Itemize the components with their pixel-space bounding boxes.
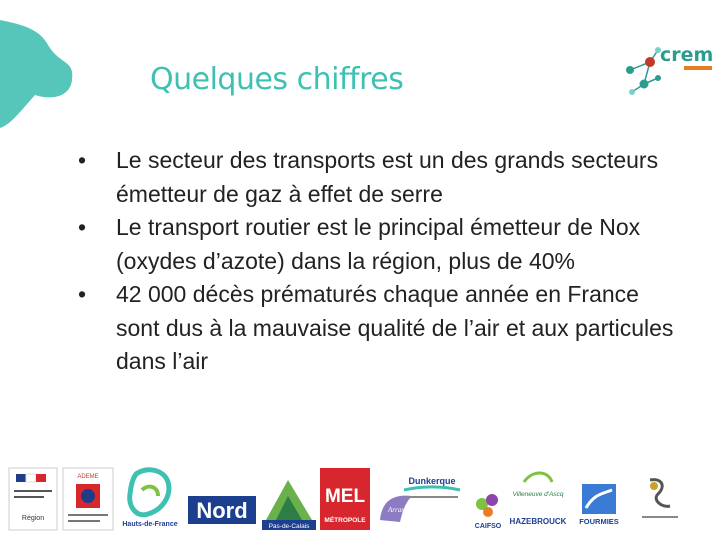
bullet-text: Le transport routier est le principal émetteur de Nox (oxydes d’azote) dans la région, plus de 40% — [116, 214, 641, 274]
partner-logos — [0, 460, 720, 540]
crem-logo-text: crem — [660, 44, 714, 66]
mel-logo — [320, 460, 370, 532]
bullet-text: Le secteur des transports est un des grands secteurs émetteur de gaz à effet de serre — [116, 147, 659, 207]
hauts-de-france-text: Hauts-de-France — [122, 521, 178, 528]
nord-logo — [186, 460, 258, 532]
dunkerque-text: Dunkerque — [408, 476, 456, 486]
fourmies-text: FOURMIES — [579, 517, 619, 526]
dunkerque-logo — [392, 460, 472, 532]
villeneuve-hazebrouck-logo — [506, 460, 570, 532]
villeneuve-text: Villeneuve d'Ascq — [512, 491, 564, 498]
arras-text: Arras — [388, 506, 404, 514]
decorative-shape — [0, 0, 90, 130]
nord-text: Nord — [196, 498, 248, 523]
ademe-text: ADEME — [77, 474, 99, 480]
pas-de-calais-logo — [262, 460, 316, 532]
emblem-logo — [632, 460, 688, 532]
caifso-text: CAIFSO — [474, 523, 502, 530]
slide-title: Quelques chiffres — [150, 62, 404, 97]
hauts-de-france-logo — [118, 460, 182, 532]
mel-text: MEL — [324, 486, 366, 507]
bullet-text: 42 000 décès prématurés chaque année en France sont dus à la mauvaise qualité de l’air et aux particules dans l’air — [116, 281, 674, 374]
region-text: Région — [21, 515, 45, 522]
hazebrouck-text: HAZEBROUCK — [509, 517, 567, 526]
bullet-dot: • — [78, 281, 87, 307]
bullet-item — [78, 278, 678, 379]
bullet-dot: • — [78, 214, 87, 240]
caifso-logo — [470, 460, 506, 532]
pas-de-calais-text: Pas-de-Calais — [268, 523, 310, 530]
region-logo — [8, 460, 58, 532]
fourmies-logo — [576, 460, 622, 532]
ademe-logo — [62, 460, 114, 532]
bullet-item — [78, 144, 678, 211]
bullet-list — [78, 144, 678, 379]
bullet-item — [78, 211, 678, 278]
metropole-text: MÉTROPOLE — [324, 517, 366, 524]
bullet-dot: • — [78, 147, 87, 173]
